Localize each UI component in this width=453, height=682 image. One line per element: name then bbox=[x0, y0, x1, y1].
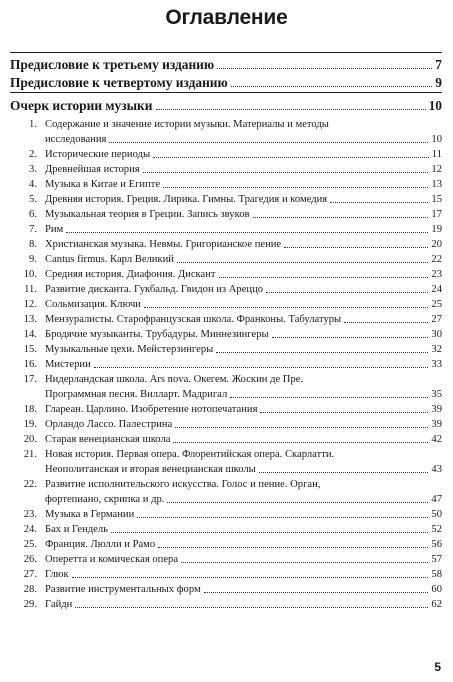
toc-entry-title: Музыка в Китае и Египте bbox=[45, 179, 161, 190]
toc-entry-title: фортепиано, скрипка и др. bbox=[45, 494, 165, 505]
toc-entry-page: 23 bbox=[431, 269, 442, 280]
toc-entry-title: Исторические периоды bbox=[45, 149, 151, 160]
leader-dots bbox=[219, 277, 429, 278]
leader-dots bbox=[181, 562, 428, 563]
toc-entry-page: 39 bbox=[431, 404, 442, 415]
toc-entry-title: Новая история. Первая опера. Флорентийская опера. Скарлатти. bbox=[45, 449, 335, 460]
toc-entry-number: 18. bbox=[23, 404, 37, 415]
leader-dots bbox=[109, 142, 428, 143]
toc-entry-page: 15 bbox=[431, 194, 442, 205]
toc-entry-title: Древняя история. Греция. Лирика. Гимны. Трагедия и комедия bbox=[45, 194, 328, 205]
leader-dots bbox=[75, 607, 428, 608]
leader-dots bbox=[177, 262, 428, 263]
toc-entry-number: 20. bbox=[23, 434, 37, 445]
leader-dots bbox=[230, 397, 428, 398]
toc-entry-title: Музыкальная теория в Греции. Запись звуков bbox=[45, 209, 250, 220]
toc-entry[interactable] bbox=[10, 342, 442, 357]
toc-entry[interactable] bbox=[10, 162, 442, 177]
toc-entry[interactable] bbox=[10, 552, 442, 567]
toc-entry[interactable] bbox=[10, 537, 442, 552]
toc-entry-page: 50 bbox=[431, 509, 442, 520]
toc-entry-page: 47 bbox=[431, 494, 442, 505]
toc-entry-page: 62 bbox=[431, 599, 442, 610]
toc-entry-number: 6. bbox=[29, 209, 37, 220]
toc-entry-title: Бах и Гендель bbox=[45, 524, 108, 535]
toc-entry[interactable] bbox=[10, 267, 442, 282]
toc-entry[interactable] bbox=[10, 312, 442, 327]
toc-entry-number: 9. bbox=[29, 254, 37, 265]
leader-dots bbox=[217, 68, 432, 69]
toc-entry-number: 1. bbox=[29, 119, 37, 130]
leader-dots bbox=[111, 532, 428, 533]
leader-dots bbox=[259, 472, 429, 473]
toc-entry[interactable] bbox=[10, 522, 442, 537]
toc-entry[interactable] bbox=[10, 477, 442, 507]
toc-entry-title: Рим bbox=[45, 224, 64, 235]
toc-section-title: Предисловие к четвертому изданию bbox=[10, 75, 228, 90]
toc-section-page: 9 bbox=[435, 75, 442, 90]
toc-entry-title: Развитие дисканта. Гукбальд. Гвидон из Ареццо bbox=[45, 284, 264, 295]
toc-entry-number: 12. bbox=[23, 299, 37, 310]
toc-entry-number: 13. bbox=[23, 314, 37, 325]
toc-entry-page: 58 bbox=[431, 569, 442, 580]
toc-entry-title: Сольмизация. Ключи bbox=[45, 299, 141, 310]
toc-entry-number: 28. bbox=[23, 584, 37, 595]
toc-entry[interactable] bbox=[10, 417, 442, 432]
toc-entry-number: 10. bbox=[23, 269, 37, 280]
toc-entry-title: Франция. Люлли и Рамо bbox=[45, 539, 156, 550]
toc-entry-title: исследования bbox=[45, 134, 107, 145]
toc-entry[interactable] bbox=[10, 372, 442, 402]
toc-entry[interactable] bbox=[10, 582, 442, 597]
toc-entry-title: Древнейшая история bbox=[45, 164, 140, 175]
toc-entry-number: 21. bbox=[23, 449, 37, 460]
page-number: 5 bbox=[434, 660, 441, 674]
toc-section[interactable] bbox=[10, 57, 442, 73]
toc-entry-number: 4. bbox=[29, 179, 37, 190]
toc-entry-page: 30 bbox=[431, 329, 442, 340]
toc-entry-title: Бродячие музыканты. Трубадуры. Миннезингеры bbox=[45, 329, 269, 340]
toc-entry-page: 24 bbox=[431, 284, 442, 295]
toc-entry-title: Развитие исполнительского искусства. Голос и пение. Орган, bbox=[45, 479, 321, 490]
toc-entry-title: Программная песня. Вилларт. Мадригал bbox=[45, 389, 228, 400]
toc-entry-page: 19 bbox=[431, 224, 442, 235]
toc-entry[interactable] bbox=[10, 357, 442, 372]
toc-entry[interactable] bbox=[10, 597, 442, 612]
leader-dots bbox=[330, 202, 428, 203]
leader-dots bbox=[272, 337, 429, 338]
leader-dots bbox=[72, 577, 429, 578]
toc-entry[interactable] bbox=[10, 402, 442, 417]
toc-entry-number: 29. bbox=[23, 599, 37, 610]
leader-dots bbox=[158, 547, 428, 548]
page-title: Оглавление bbox=[165, 6, 288, 29]
toc-entry[interactable] bbox=[10, 567, 442, 582]
toc-entry-page: 52 bbox=[431, 524, 442, 535]
toc-entry[interactable] bbox=[10, 177, 442, 192]
toc-entry-number: 5. bbox=[29, 194, 37, 205]
toc-entry-page: 35 bbox=[431, 389, 442, 400]
toc-entry-page: 25 bbox=[431, 299, 442, 310]
leader-dots bbox=[253, 217, 429, 218]
toc-section[interactable] bbox=[10, 98, 442, 114]
toc-entry-page: 27 bbox=[431, 314, 442, 325]
toc-entry-number: 8. bbox=[29, 239, 37, 250]
toc-entry[interactable] bbox=[10, 147, 442, 162]
toc-entry-number: 22. bbox=[23, 479, 37, 490]
toc-section-page: 10 bbox=[428, 98, 442, 113]
leader-dots bbox=[216, 352, 428, 353]
toc-entry-page: 10 bbox=[431, 134, 442, 145]
leader-dots bbox=[167, 502, 428, 503]
toc-entry[interactable] bbox=[10, 447, 442, 477]
toc-entry-title: Нидерландская школа. Ars nova. Окегем. Жоскин де Пре. bbox=[45, 374, 304, 385]
toc-section-page: 7 bbox=[435, 57, 442, 72]
toc-entry[interactable] bbox=[10, 297, 442, 312]
toc-entry-title: Музыка в Германии bbox=[45, 509, 135, 520]
toc-entry-title: Содержание и значение истории музыки. Материалы и методы bbox=[45, 119, 329, 130]
toc-entry-title: Орландо Лассо. Палестрина bbox=[45, 419, 173, 430]
leader-dots bbox=[344, 322, 428, 323]
toc-entry-title: Мистерии bbox=[45, 359, 91, 370]
toc-entry-page: 60 bbox=[431, 584, 442, 595]
leader-dots bbox=[231, 86, 433, 87]
toc-entry-page: 42 bbox=[431, 434, 442, 445]
leader-dots bbox=[66, 232, 428, 233]
toc-entry-number: 19. bbox=[23, 419, 37, 430]
toc-entry[interactable] bbox=[10, 432, 442, 447]
leader-dots bbox=[156, 109, 426, 110]
toc-entry-page: 22 bbox=[431, 254, 442, 265]
toc-entry-page: 12 bbox=[431, 164, 442, 175]
leader-dots bbox=[260, 412, 428, 413]
toc-entry-page: 13 bbox=[431, 179, 442, 190]
leader-dots bbox=[143, 172, 429, 173]
toc-entry-number: 14. bbox=[23, 329, 37, 340]
toc-entry-number: 2. bbox=[29, 149, 37, 160]
toc-entry-number: 3. bbox=[29, 164, 37, 175]
toc-entry[interactable] bbox=[10, 207, 442, 222]
toc-entry-page: 32 bbox=[431, 344, 442, 355]
toc-entry-number: 27. bbox=[23, 569, 37, 580]
toc-entry-page: 11 bbox=[431, 149, 442, 160]
leader-dots bbox=[137, 517, 428, 518]
toc-entry-number: 11. bbox=[24, 284, 37, 295]
toc-entry[interactable] bbox=[10, 117, 442, 147]
toc-section-title: Предисловие к третьему изданию bbox=[10, 57, 215, 72]
leader-dots bbox=[204, 592, 429, 593]
leader-dots bbox=[284, 247, 428, 248]
toc-entry-number: 16. bbox=[23, 359, 37, 370]
toc-entry-page: 33 bbox=[431, 359, 442, 370]
toc-entry[interactable] bbox=[10, 222, 442, 237]
toc-entry-title: Cantus firmus. Карл Великий bbox=[45, 254, 174, 265]
toc-entry-title: Старая венецианская школа bbox=[45, 434, 171, 445]
toc-entry-title: Мензуралисты. Старофранцузская школа. Франконы. Табулатуры bbox=[45, 314, 342, 325]
toc-entry-number: 23. bbox=[23, 509, 37, 520]
toc-entry-number: 26. bbox=[23, 554, 37, 565]
toc-entry[interactable] bbox=[10, 507, 442, 522]
toc-section[interactable] bbox=[10, 75, 442, 91]
leader-dots bbox=[266, 292, 428, 293]
toc-entry-number: 25. bbox=[23, 539, 37, 550]
toc-entry[interactable] bbox=[10, 327, 442, 342]
toc-entry-page: 17 bbox=[431, 209, 442, 220]
toc-entry-title: Неополитанская и вторая венецианская школы bbox=[45, 464, 256, 475]
leader-dots bbox=[173, 442, 428, 443]
toc-entry-title: Музыкальные цехи. Мейстерзингеры bbox=[45, 344, 214, 355]
toc-entry-title: Развитие инструментальных форм bbox=[45, 584, 201, 595]
toc-entry-title: Глареан. Царлино. Изобретение нотопечатания bbox=[45, 404, 258, 415]
toc-entry[interactable] bbox=[10, 237, 442, 252]
toc-section-title: Очерк истории музыки bbox=[10, 98, 153, 113]
toc-entry[interactable] bbox=[10, 252, 442, 267]
toc-entry-page: 57 bbox=[431, 554, 442, 565]
toc-entry-title: Оперетта и комическая опера bbox=[45, 554, 179, 565]
leader-dots bbox=[144, 307, 428, 308]
toc-entry-page: 39 bbox=[431, 419, 442, 430]
leader-dots bbox=[94, 367, 429, 368]
section-divider bbox=[10, 92, 442, 93]
section-divider bbox=[10, 52, 442, 53]
toc-entry-number: 24. bbox=[23, 524, 37, 535]
toc-entry-number: 15. bbox=[23, 344, 37, 355]
toc-entry[interactable] bbox=[10, 192, 442, 207]
leader-dots bbox=[175, 427, 428, 428]
leader-dots bbox=[153, 157, 429, 158]
toc-entry-number: 7. bbox=[29, 224, 37, 235]
toc-entry-title: Глюк bbox=[45, 569, 69, 580]
toc-entry-title: Гайдн bbox=[45, 599, 73, 610]
leader-dots bbox=[163, 187, 428, 188]
toc-entry-page: 43 bbox=[431, 464, 442, 475]
toc-entry-number: 17. bbox=[23, 374, 37, 385]
toc-entry-title: Христианская музыка. Невмы. Григорианское пение bbox=[45, 239, 282, 250]
toc-entry[interactable] bbox=[10, 282, 442, 297]
toc-entry-title: Средняя история. Диафония. Дискант bbox=[45, 269, 216, 280]
toc-entry-page: 56 bbox=[431, 539, 442, 550]
toc-entry-page: 20 bbox=[431, 239, 442, 250]
